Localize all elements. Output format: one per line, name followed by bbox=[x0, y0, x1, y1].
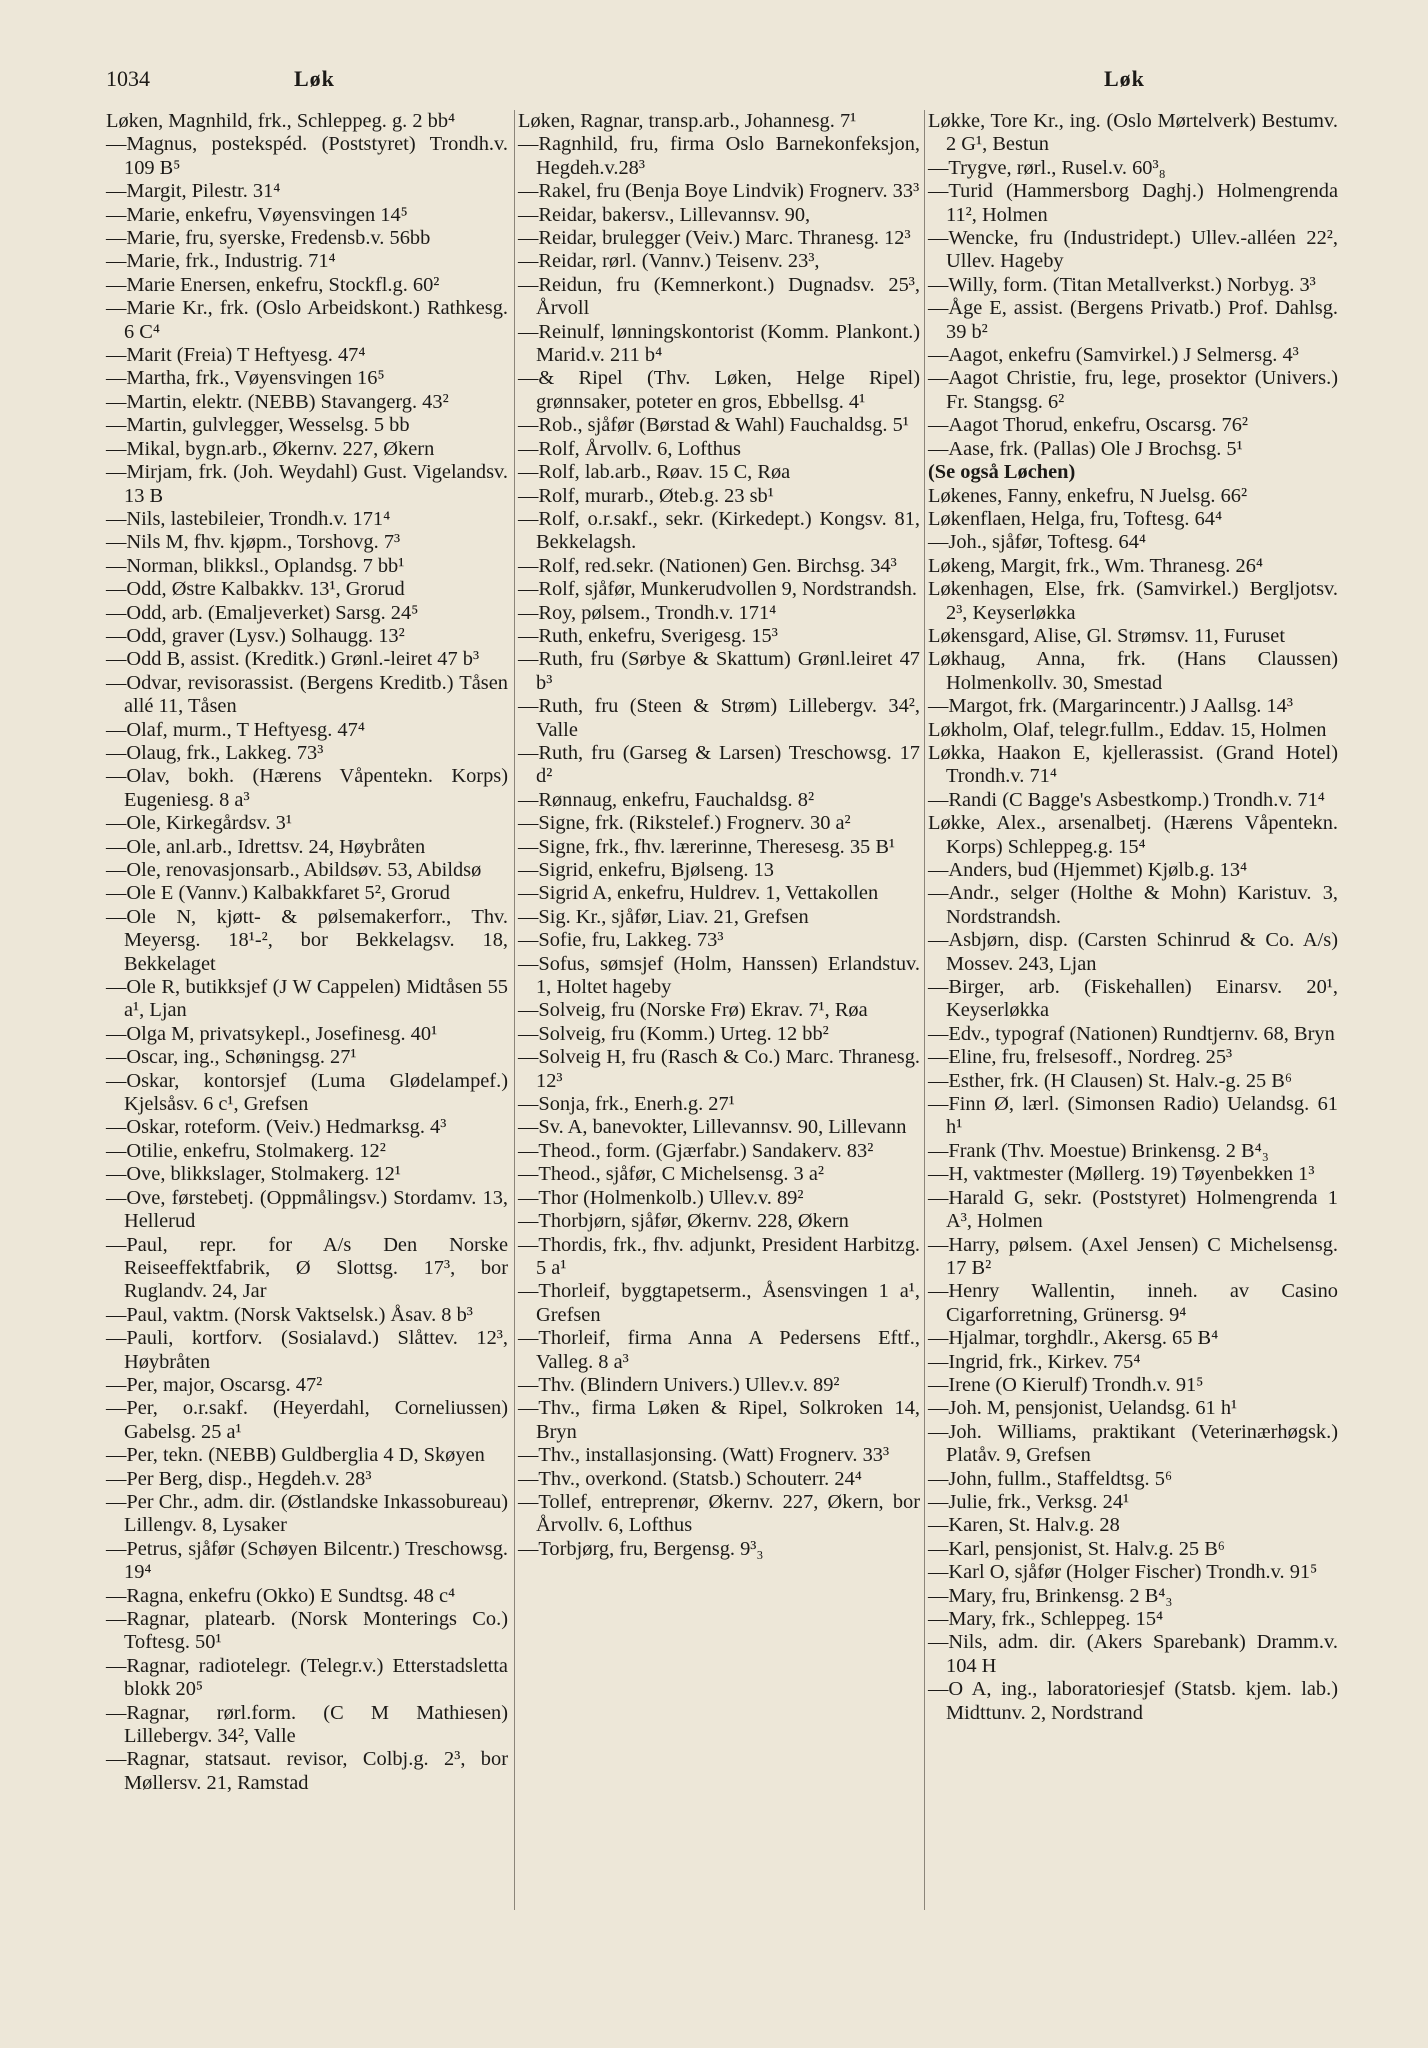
directory-entry: —Ole R, butikksjef (J W Cappelen) Midtåsen 55 a¹, Ljan bbox=[106, 976, 508, 1022]
running-head-right: Løk bbox=[1104, 66, 1145, 91]
directory-entry: —Martha, frk., Vøyensvingen 16⁵ bbox=[106, 367, 385, 390]
directory-entry: —Per, tekn. (NEBB) Guldberglia 4 D, Skøyen bbox=[106, 1444, 485, 1467]
directory-entry: —Ragna, enkefru (Okko) E Sundtsg. 48 c⁴ bbox=[106, 1584, 456, 1607]
directory-entry: —Åge E, assist. (Bergens Privatb.) Prof. Dahlsg. 39 b² bbox=[928, 297, 1338, 343]
directory-entry: —Marie Enersen, enkefru, Stockfl.g. 60² bbox=[106, 273, 440, 296]
directory-entry: —& Ripel (Thv. Løken, Helge Ripel) grønnsaker, poteter en gros, Ebbellsg. 4¹ bbox=[518, 367, 920, 413]
directory-entry: —Paul, repr. for A/s Den Norske Reiseeffektfabrik, Ø Slottsg. 17³, bor Ruglandv. 24, Jar bbox=[106, 1233, 508, 1303]
directory-entry: —Margot, frk. (Margarincentr.) J Aallsg. 14³ bbox=[928, 695, 1293, 718]
directory-entry: —Ove, blikkslager, Stolmakerg. 12¹ bbox=[106, 1163, 401, 1186]
directory-entry: —Aagot Christie, fru, lege, prosektor (Univers.) Fr. Stangsg. 6² bbox=[928, 367, 1338, 413]
directory-entry: Løken, Ragnar, transp.arb., Johannesg. 7¹ bbox=[518, 110, 857, 132]
directory-entry: —Eline, fru, frelsesoff., Nordreg. 25³ bbox=[928, 1046, 1233, 1069]
directory-entry: —Trygve, rørl., Rusel.v. 60³₈ bbox=[928, 156, 1166, 179]
directory-entry: —Mary, fru, Brinkensg. 2 B⁴₃ bbox=[928, 1584, 1173, 1607]
directory-entry: —Martin, gulvlegger, Wesselsg. 5 bb bbox=[106, 414, 410, 437]
directory-entry: —Aase, frk. (Pallas) Ole J Brochsg. 5¹ bbox=[928, 437, 1243, 460]
directory-entry: Løkensgard, Alise, Gl. Strømsv. 11, Furuset bbox=[928, 624, 1286, 647]
directory-entry: —Rønnaug, enkefru, Fauchaldsg. 8² bbox=[518, 788, 815, 811]
directory-entry: —Karl O, sjåfør (Holger Fischer) Trondh.v. 91⁵ bbox=[928, 1561, 1318, 1584]
directory-entry: —Ragnar, statsaut. revisor, Colbj.g. 2³, bor Møllersv. 21, Ramstad bbox=[106, 1748, 508, 1794]
directory-entry: —Sofie, fru, Lakkeg. 73³ bbox=[518, 929, 724, 952]
directory-entry: —Thordis, frk., fhv. adjunkt, President Harbitzg. 5 a¹ bbox=[518, 1233, 920, 1279]
directory-entry: —Odvar, revisorassist. (Bergens Kreditb.) Tåsen allé 11, Tåsen bbox=[106, 671, 508, 718]
directory-entry: —Wencke, fru (Industridept.) Ullev.-alléen 22², Ullev. Hageby bbox=[928, 227, 1338, 273]
directory-entry: —Frank (Thv. Moestue) Brinkensg. 2 B⁴₃ bbox=[928, 1139, 1269, 1162]
directory-entry: —Signe, frk. (Rikstelef.) Frognerv. 30 a² bbox=[518, 812, 851, 835]
directory-entry: —Ragnar, rørl.form. (C M Mathiesen) Lillebergv. 34², Valle bbox=[106, 1701, 508, 1748]
directory-entry: —Sigrid A, enkefru, Huldrev. 1, Vettakollen bbox=[518, 882, 879, 905]
directory-entry: —Olaf, murm., T Heftyesg. 47⁴ bbox=[106, 718, 365, 741]
directory-entry: —Mikal, bygn.arb., Økernv. 227, Økern bbox=[106, 437, 435, 460]
directory-entry: —Paul, vaktm. (Norsk Vaktselsk.) Åsav. 8 b³ bbox=[106, 1303, 473, 1326]
directory-entry: —Irene (O Kierulf) Trondh.v. 91⁵ bbox=[928, 1373, 1204, 1396]
directory-entry: —Rakel, fru (Benja Boye Lindvik) Frognerv. 33³ bbox=[518, 180, 920, 203]
directory-entry: —Theod., sjåfør, C Michelsensg. 3 a² bbox=[518, 1163, 824, 1186]
directory-entry: —Ragnhild, fru, firma Oslo Barnekonfeksjon, Hegdeh.v.28³ bbox=[518, 133, 920, 179]
directory-entry: —Rolf, murarb., Øteb.g. 23 sb¹ bbox=[518, 484, 774, 507]
directory-entry: —Torbjørg, fru, Bergensg. 9³₃ bbox=[518, 1537, 764, 1560]
directory-entry: —Mary, frk., Schleppeg. 15⁴ bbox=[928, 1608, 1164, 1630]
directory-entry: Løkholm, Olaf, telegr.fullm., Eddav. 15, Holmen bbox=[928, 718, 1327, 741]
directory-entry: —Joh. Williams, praktikant (Veterinærhøgsk.) Platåv. 9, Grefsen bbox=[928, 1420, 1338, 1467]
directory-entry: Løkhaug, Anna, frk. (Hans Claussen) Holmenkollv. 30, Smestad bbox=[928, 648, 1338, 694]
directory-entry: —Odd, Østre Kalbakkv. 13¹, Grorud bbox=[106, 578, 405, 601]
directory-entry: —Marie, frk., Industrig. 71⁴ bbox=[106, 250, 336, 273]
directory-entry: —Willy, form. (Titan Metallverkst.) Norbyg. 3³ bbox=[928, 273, 1316, 296]
directory-entry: Løkenes, Fanny, enkefru, N Juelsg. 66² bbox=[928, 484, 1248, 507]
directory-entry: —Margit, Pilestr. 31⁴ bbox=[106, 180, 281, 203]
directory-entry: —Olaug, frk., Lakkeg. 73³ bbox=[106, 741, 324, 764]
column-3 bbox=[928, 110, 1338, 1725]
directory-entry: Løkenflaen, Helga, fru, Toftesg. 64⁴ bbox=[928, 507, 1223, 530]
running-head-left: Løk bbox=[294, 66, 335, 91]
directory-entry: —Ragnar, radiotelegr. (Telegr.v.) Etterstadsletta blokk 20⁵ bbox=[106, 1654, 508, 1701]
directory-entry: —Oskar, kontorsjef (Luma Glødelampef.) Kjelsåsv. 6 c¹, Grefsen bbox=[106, 1069, 508, 1116]
directory-entry: —Signe, frk., fhv. lærerinne, Theresesg. 35 B¹ bbox=[518, 835, 896, 858]
directory-entry: —Magnus, postekspéd. (Poststyret) Trondh.v. 109 B⁵ bbox=[106, 133, 508, 179]
directory-entry: —Ove, førstebetj. (Oppmålingsv.) Stordamv. 13, Hellerud bbox=[106, 1186, 508, 1233]
directory-entry: —Marie Kr., frk. (Oslo Arbeidskont.) Rathkesg. 6 C⁴ bbox=[106, 297, 508, 343]
directory-entry: —Solveig H, fru (Rasch & Co.) Marc. Thranesg. 12³ bbox=[518, 1046, 920, 1092]
directory-entry: —Marie, enkefru, Vøyensvingen 14⁵ bbox=[106, 203, 408, 226]
directory-entry: —John, fullm., Staffeldtsg. 5⁶ bbox=[928, 1467, 1173, 1490]
directory-entry: —Thv., firma Løken & Ripel, Solkroken 14, Bryn bbox=[518, 1397, 920, 1443]
directory-entry: —Roy, pølsem., Trondh.v. 171⁴ bbox=[518, 601, 777, 624]
directory-entry: —Thv., overkond. (Statsb.) Schouterr. 24⁴ bbox=[518, 1467, 862, 1490]
directory-entry: —Ragnar, platearb. (Norsk Monterings Co.) Toftesg. 50¹ bbox=[106, 1608, 508, 1654]
directory-entry: —Andr., selger (Holthe & Mohn) Karistuv. 3, Nordstrandsh. bbox=[928, 882, 1338, 928]
directory-entry: —Birger, arb. (Fiskehallen) Einarsv. 20¹, Keyserløkka bbox=[928, 976, 1338, 1022]
directory-entry: Løken, Magnhild, frk., Schleppeg. g. 2 bb⁴ bbox=[106, 110, 456, 132]
directory-entry: —Solveig, fru (Norske Frø) Ekrav. 7¹, Røa bbox=[518, 999, 868, 1022]
directory-entry: —Rolf, lab.arb., Røav. 15 C, Røa bbox=[518, 461, 791, 484]
directory-entry: —Nils, lastebileier, Trondh.v. 171⁴ bbox=[106, 507, 391, 530]
directory-entry: —Per, major, Oscarsg. 47² bbox=[106, 1373, 323, 1396]
directory-entry: Løkenhagen, Else, frk. (Samvirkel.) Bergljotsv. 2³, Keyserløkka bbox=[928, 578, 1338, 624]
directory-entry: —Ole E (Vannv.) Kalbakkfaret 5², Grorud bbox=[106, 882, 450, 905]
directory-entry: —Sofus, sømsjef (Holm, Hanssen) Erlandstuv. 1, Holtet hageby bbox=[518, 952, 920, 999]
directory-entry: —Joh., sjåfør, Toftesg. 64⁴ bbox=[928, 531, 1147, 554]
directory-entry: —Marie, fru, syerske, Fredensb.v. 56bb bbox=[106, 227, 431, 250]
directory-entry: —Martin, elektr. (NEBB) Stavangerg. 43² bbox=[106, 390, 449, 413]
directory-entry: —Ole, Kirkegårdsv. 3¹ bbox=[106, 812, 292, 835]
directory-entry: Løkke, Tore Kr., ing. (Oslo Mørtelverk) Bestumv. 2 G¹, Bestun bbox=[928, 110, 1338, 156]
directory-entry: —Oskar, roteform. (Veiv.) Hedmarksg. 4³ bbox=[106, 1116, 447, 1139]
directory-entry: —Edv., typograf (Nationen) Rundtjernv. 68, Bryn bbox=[928, 1022, 1335, 1045]
directory-columns bbox=[106, 110, 1336, 1930]
directory-entry: —Thorleif, firma Anna A Pedersens Eftf., Valleg. 8 a³ bbox=[518, 1327, 920, 1373]
directory-entry: —Randi (C Bagge's Asbestkomp.) Trondh.v. 71⁴ bbox=[928, 788, 1325, 811]
directory-entry: —Rolf, Årvollv. 6, Lofthus bbox=[518, 437, 741, 460]
directory-entry: —Thorleif, byggtapetserm., Åsensvingen 1 a¹, Grefsen bbox=[518, 1280, 920, 1326]
directory-entry: —Reidar, rørl. (Vannv.) Teisenv. 23³, bbox=[518, 250, 820, 273]
directory-entry: —Rolf, o.r.sakf., sekr. (Kirkedept.) Kongsv. 81, Bekkelagsh. bbox=[518, 507, 920, 554]
directory-entry: —Ruth, fru (Sørbye & Skattum) Grønl.leiret 47 b³ bbox=[518, 648, 920, 694]
directory-entry: —Marit (Freia) T Heftyesg. 47⁴ bbox=[106, 344, 366, 367]
directory-entry: —Reidar, bakersv., Lillevannsv. 90, bbox=[518, 203, 811, 226]
directory-entry: —Sigrid, enkefru, Bjølseng. 13 bbox=[518, 859, 774, 881]
directory-entry: —Sonja, frk., Enerh.g. 27¹ bbox=[518, 1093, 735, 1116]
directory-entry: —Ole, anl.arb., Idrettsv. 24, Høybråten bbox=[106, 835, 426, 858]
directory-entry: —Sig. Kr., sjåfør, Liav. 21, Grefsen bbox=[518, 905, 809, 928]
directory-entry: —Mirjam, frk. (Joh. Weydahl) Gust. Vigelandsv. 13 B bbox=[106, 461, 508, 507]
directory-entry: —Petrus, sjåfør (Schøyen Bilcentr.) Treschowsg. 19⁴ bbox=[106, 1537, 508, 1584]
directory-entry: —Turid (Hammersborg Daghj.) Holmengrenda 11², Holmen bbox=[928, 180, 1338, 226]
directory-entry: Løkeng, Margit, frk., Wm. Thranesg. 26⁴ bbox=[928, 554, 1264, 577]
directory-entry: (Se også Løchen) bbox=[928, 461, 1076, 484]
directory-entry: —Nils M, fhv. kjøpm., Torshovg. 7³ bbox=[106, 531, 401, 554]
directory-entry: —Thor (Holmenkolb.) Ullev.v. 89² bbox=[518, 1186, 804, 1209]
directory-entry: —Esther, frk. (H Clausen) St. Halv.-g. 25 B⁶ bbox=[928, 1069, 1293, 1092]
directory-entry: —Ruth, fru (Steen & Strøm) Lillebergv. 34², Valle bbox=[518, 695, 920, 741]
directory-entry: —Ingrid, frk., Kirkev. 75⁴ bbox=[928, 1350, 1141, 1373]
directory-entry: Løkke, Alex., arsenalbetj. (Hærens Våpentekn. Korps) Schleppeg.g. 15⁴ bbox=[928, 812, 1338, 858]
directory-entry: —Rob., sjåfør (Børstad & Wahl) Fauchaldsg. 5¹ bbox=[518, 414, 909, 437]
directory-entry: —Reidar, brulegger (Veiv.) Marc. Thranesg. 12³ bbox=[518, 227, 911, 250]
directory-entry: —Henry Wallentin, inneh. av Casino Cigarforretning, Grünersg. 9⁴ bbox=[928, 1280, 1338, 1326]
directory-entry: —H, vaktmester (Møllerg. 19) Tøyenbekken 1³ bbox=[928, 1163, 1315, 1186]
directory-entry: —Norman, blikksl., Oplandsg. 7 bb¹ bbox=[106, 554, 405, 577]
directory-entry: —Pauli, kortforv. (Sosialavd.) Slåttev. 12³, Høybråten bbox=[106, 1327, 508, 1373]
directory-entry: —Aagot, enkefru (Samvirkel.) J Selmersg. 4³ bbox=[928, 344, 1299, 367]
directory-entry: —Hjalmar, torghdlr., Akersg. 65 B⁴ bbox=[928, 1327, 1219, 1350]
directory-entry: —Karen, St. Halv.g. 28 bbox=[928, 1514, 1120, 1537]
directory-entry: —Odd B, assist. (Kreditk.) Grønl.-leiret 47 b³ bbox=[106, 648, 480, 671]
directory-entry: —Oscar, ing., Schøningsg. 27¹ bbox=[106, 1046, 357, 1069]
directory-entry: —Per Berg, disp., Hegdeh.v. 28³ bbox=[106, 1467, 372, 1490]
directory-entry: —Aagot Thorud, enkefru, Oscarsg. 76² bbox=[928, 414, 1249, 437]
directory-entry: —Finn Ø, lærl. (Simonsen Radio) Uelandsg. 61 h¹ bbox=[928, 1093, 1338, 1139]
directory-entry: —Otilie, enkefru, Stolmakerg. 12² bbox=[106, 1139, 386, 1162]
directory-entry: —Per, o.r.sakf. (Heyerdahl, Corneliussen) Gabelsg. 25 a¹ bbox=[106, 1397, 508, 1443]
directory-entry: —Solveig, fru (Komm.) Urteg. 12 bb² bbox=[518, 1022, 829, 1045]
directory-entry: —Ruth, enkefru, Sverigesg. 15³ bbox=[518, 624, 778, 647]
directory-entry: —Olga M, privatsykepl., Josefinesg. 40¹ bbox=[106, 1022, 438, 1045]
directory-entry: —Sv. A, banevokter, Lillevannsv. 90, Lillevann bbox=[518, 1116, 907, 1139]
directory-entry: —Reinulf, lønningskontorist (Komm. Plankont.) Marid.v. 211 b⁴ bbox=[518, 320, 920, 367]
directory-entry: —Olav, bokh. (Hærens Våpentekn. Korps) Eugeniesg. 8 a³ bbox=[106, 765, 508, 811]
directory-entry: —Odd, graver (Lysv.) Solhaugg. 13² bbox=[106, 624, 405, 647]
directory-entry: —Thorbjørn, sjåfør, Økernv. 228, Økern bbox=[518, 1210, 849, 1233]
directory-entry: —Harald G, sekr. (Poststyret) Holmengrenda 1 A³, Holmen bbox=[928, 1186, 1338, 1233]
directory-entry: —Ole, renovasjonsarb., Abildsøv. 53, Abildsø bbox=[106, 859, 482, 881]
column-1 bbox=[106, 110, 508, 1795]
directory-entry: —Julie, frk., Verksg. 24¹ bbox=[928, 1490, 1130, 1513]
directory-entry: —Ole N, kjøtt- & pølsemakerforr., Thv. Meyersg. 18¹-², bor Bekkelagsv. 18, Bekkelaget bbox=[106, 905, 508, 975]
directory-entry: —Thv. (Blindern Univers.) Ullev.v. 89² bbox=[518, 1373, 840, 1396]
column-2 bbox=[518, 110, 920, 1561]
directory-entry: —Reidun, fru (Kemnerkont.) Dugnadsv. 25³, Årvoll bbox=[518, 273, 920, 320]
directory-entry: —Rolf, red.sekr. (Nationen) Gen. Birchsg. 34³ bbox=[518, 554, 897, 577]
directory-entry: Løkka, Haakon E, kjellerassist. (Grand Hotel) Trondh.v. 71⁴ bbox=[928, 741, 1338, 788]
directory-entry: —Tollef, entreprenør, Økernv. 227, Økern, bor Årvollv. 6, Lofthus bbox=[518, 1490, 920, 1537]
directory-entry: —Harry, pølsem. (Axel Jensen) C Michelsensg. 17 B² bbox=[928, 1233, 1338, 1279]
directory-entry: —O A, ing., laboratoriesjef (Statsb. kjem. lab.) Midttunv. 2, Nordstrand bbox=[928, 1678, 1338, 1724]
directory-entry: —Theod., form. (Gjærfabr.) Sandakerv. 83² bbox=[518, 1139, 874, 1162]
page-number: 1034 bbox=[106, 66, 150, 91]
directory-entry: —Per Chr., adm. dir. (Østlandske Inkassobureau) Lillengv. 8, Lysaker bbox=[106, 1490, 508, 1537]
page-header bbox=[106, 66, 1332, 96]
directory-entry: —Asbjørn, disp. (Carsten Schinrud & Co. A/s) Mossev. 243, Ljan bbox=[928, 929, 1338, 975]
directory-entry: —Odd, arb. (Emaljeverket) Sarsg. 24⁵ bbox=[106, 601, 419, 624]
directory-entry: —Rolf, sjåfør, Munkerudvollen 9, Nordstrandsh. bbox=[518, 578, 918, 601]
directory-entry: —Thv., installasjonsing. (Watt) Frognerv. 33³ bbox=[518, 1444, 890, 1467]
directory-entry: —Ruth, fru (Garseg & Larsen) Treschowsg. 17 d² bbox=[518, 741, 920, 788]
directory-entry: —Nils, adm. dir. (Akers Sparebank) Dramm.v. 104 H bbox=[928, 1631, 1338, 1677]
directory-entry: —Karl, pensjonist, St. Halv.g. 25 B⁶ bbox=[928, 1537, 1225, 1560]
directory-entry: —Joh. M, pensjonist, Uelandsg. 61 h¹ bbox=[928, 1397, 1238, 1420]
directory-entry: —Anders, bud (Hjemmet) Kjølb.g. 13⁴ bbox=[928, 859, 1248, 881]
